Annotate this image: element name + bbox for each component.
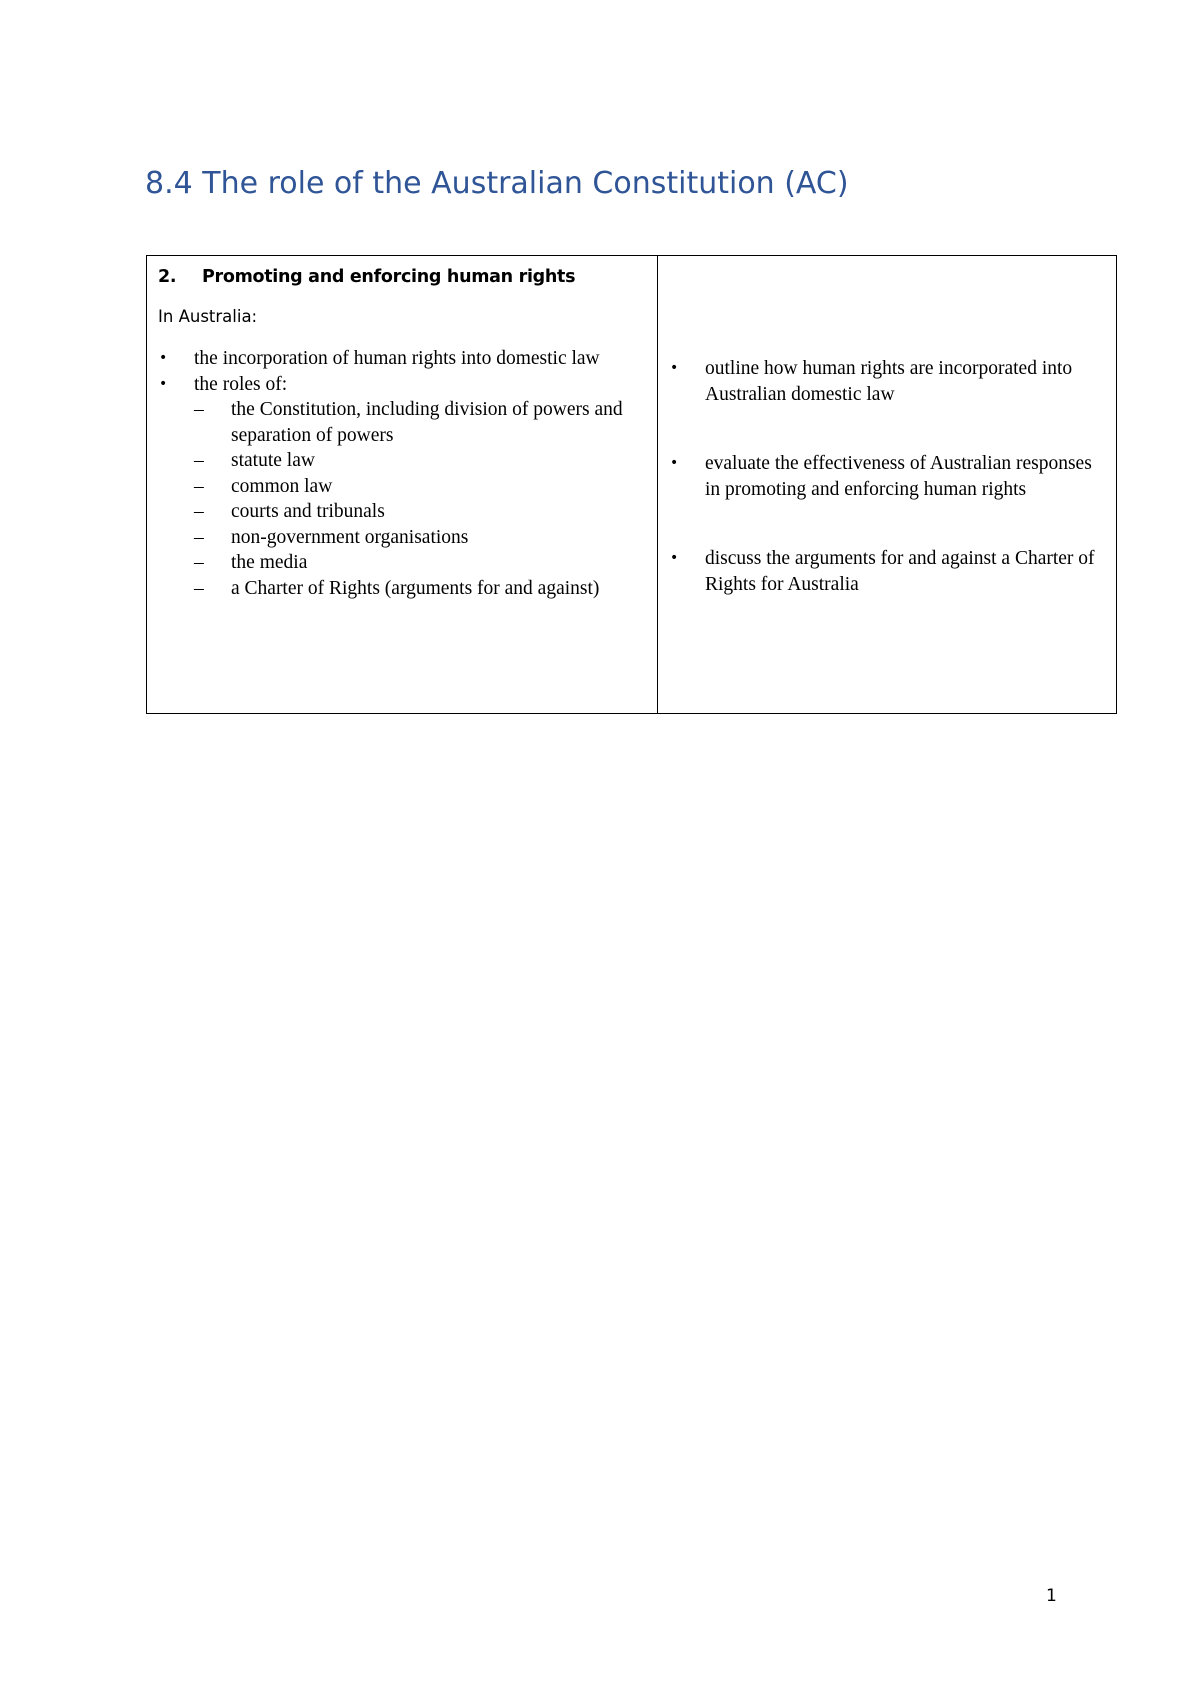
list-item-text: outline how human rights are incorporated into Australian domestic law <box>705 358 1073 405</box>
bullet-icon: • <box>670 455 679 471</box>
outcomes-list <box>658 356 1116 597</box>
sub-list-item-text: common law <box>231 475 333 497</box>
roles-list <box>194 397 645 601</box>
list-item <box>147 346 645 372</box>
outcomes-cell <box>658 256 1117 714</box>
list-item <box>658 356 1096 407</box>
bullet-icon: • <box>159 375 168 392</box>
sub-list-item-text: a Charter of Rights (arguments for and against) <box>231 577 600 599</box>
context-label: In Australia: <box>158 307 258 326</box>
table-row <box>147 256 1117 714</box>
sub-list-item <box>194 448 645 474</box>
sub-list-item <box>194 474 645 500</box>
page-heading: 8.4 The role of the Australian Constitution (AC) <box>145 166 849 201</box>
list-item <box>658 546 1096 597</box>
list-item-text: evaluate the effectiveness of Australian responses in promoting and enforcing human rights <box>705 453 1092 500</box>
sub-list-item <box>194 397 645 448</box>
sub-list-item <box>194 576 645 602</box>
content-cell <box>147 256 658 714</box>
sub-list-item-text: the media <box>231 552 308 573</box>
list-item <box>147 372 645 602</box>
sub-list-item-text: non-government organisations <box>231 526 469 548</box>
sub-list-item-text: statute law <box>231 450 315 471</box>
topic-number: 2. <box>158 267 177 287</box>
dash-icon: – <box>194 501 204 522</box>
sub-list-item-text: the Constitution, including division of powers and separation of powers <box>231 399 623 446</box>
dash-icon: – <box>194 577 204 599</box>
dash-icon: – <box>194 526 204 548</box>
page-number: 1 <box>1046 1586 1057 1606</box>
bullet-icon: • <box>670 360 679 376</box>
sub-list-item <box>194 525 645 551</box>
topic-title <box>158 267 657 287</box>
bullet-icon: • <box>159 350 168 366</box>
list-item-text: the roles of: <box>194 373 288 395</box>
syllabus-table <box>146 255 1117 714</box>
topic-title-text: Promoting and enforcing human rights <box>202 267 576 287</box>
dash-icon: – <box>194 399 204 420</box>
list-item-text: discuss the arguments for and against a Charter of Rights for Australia <box>705 548 1095 595</box>
sub-list-item <box>194 550 645 576</box>
content-list <box>147 346 657 601</box>
list-item-text: the incorporation of human rights into domestic law <box>194 348 600 369</box>
dash-icon: – <box>194 450 204 471</box>
dash-icon: – <box>194 475 204 497</box>
sub-list-item <box>194 499 645 525</box>
list-item <box>658 451 1096 502</box>
bullet-icon: • <box>670 550 679 566</box>
dash-icon: – <box>194 552 204 573</box>
sub-list-item-text: courts and tribunals <box>231 501 385 522</box>
